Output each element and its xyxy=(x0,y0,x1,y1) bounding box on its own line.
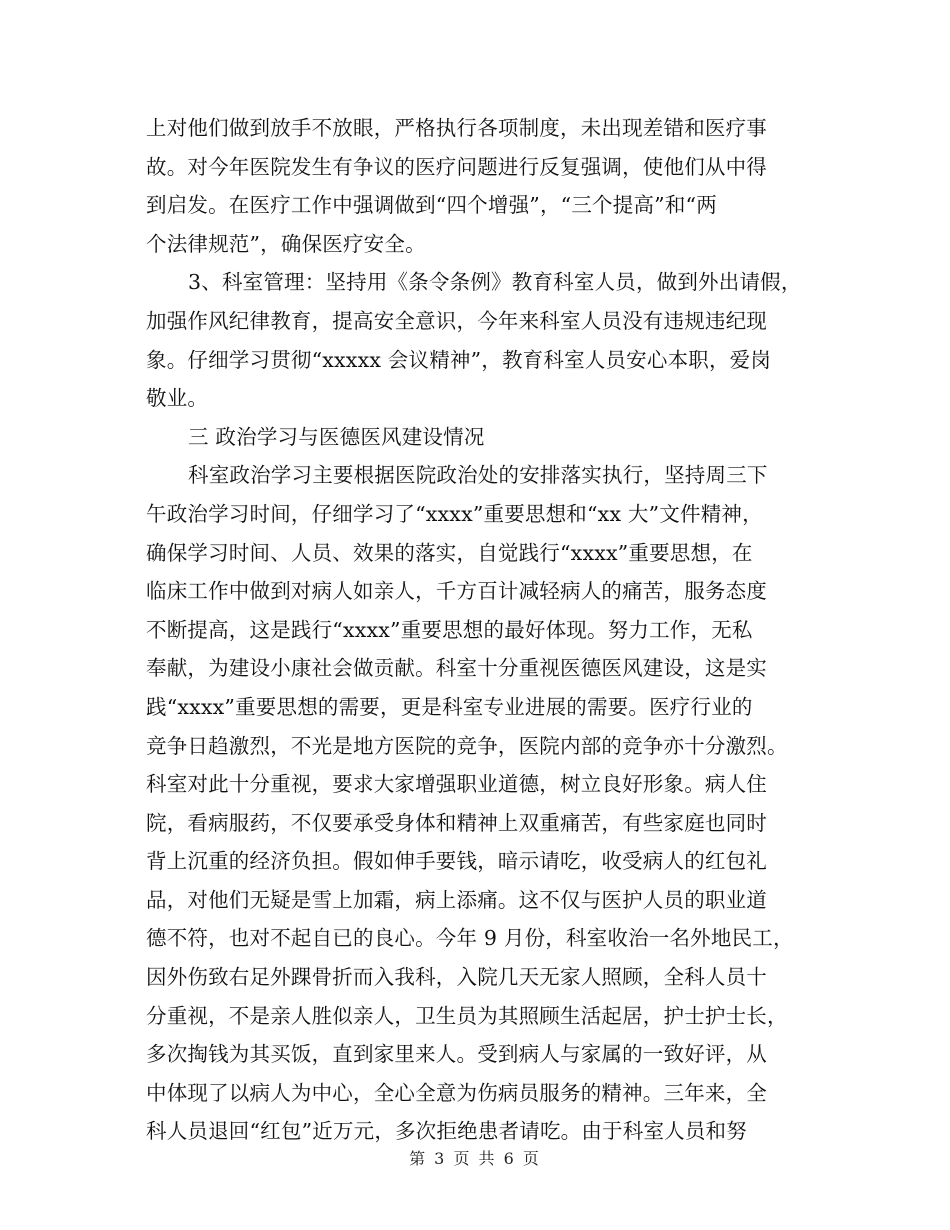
body-line: 院，看病服药，不仅要承受身体和精神上双重痛苦，有些家庭也同时 xyxy=(146,810,767,835)
body-line: 临床工作中做到对病人如亲人，千方百计减轻病人的痛苦，服务态度 xyxy=(146,579,767,604)
body-line: 因外伤致右足外踝骨折而入我科，入院几天无家人照顾，全科人员十 xyxy=(146,965,767,990)
body-line: 到启发。在医疗工作中强调做到“四个增强”，“三个提高”和“两 xyxy=(146,193,717,218)
document-body xyxy=(146,109,826,1151)
page-number-footer: 第 3 页 共 6 页 xyxy=(409,1149,541,1168)
body-line: 加强作风纪律教育，提高安全意识，今年来科室人员没有违规违纪现 xyxy=(146,308,767,333)
body-line: 竞争日趋激烈，不光是地方医院的竞争，医院内部的竞争亦十分激烈。 xyxy=(146,733,788,758)
body-line: 科人员退回“红包”近万元，多次拒绝患者请吃。由于科室人员和努 xyxy=(146,1119,747,1144)
body-line: 践“xxxx”重要思想的需要，更是科室专业进展的需要。医疗行业的 xyxy=(146,694,753,719)
body-line: 科室对此十分重视，要求大家增强职业道德，树立良好形象。病人住 xyxy=(146,772,767,797)
body-line: 3、科室管理：坚持用《条令条例》教育科室人员，做到外出请假， xyxy=(188,270,802,295)
body-line: 分重视，不是亲人胜似亲人，卫生员为其照顾生活起居，护士护士长， xyxy=(146,1003,788,1028)
section-heading: 三 政治学习与医德医风建设情况 xyxy=(188,424,485,449)
body-line: 多次掏钱为其买饭，直到家里来人。受到病人与家属的一致好评，从 xyxy=(146,1042,767,1067)
body-line: 科室政治学习主要根据医院政治处的安排落实执行，坚持周三下 xyxy=(188,463,768,488)
body-line: 个法律规范”，确保医疗安全。 xyxy=(146,231,426,256)
body-line: 品，对他们无疑是雪上加霜，病上添痛。这不仅与医护人员的职业道 xyxy=(146,887,767,912)
body-line: 背上沉重的经济负担。假如伸手要钱，暗示请吃，收受病人的红包礼 xyxy=(146,849,767,874)
body-line: 德不符，也对不起自已的良心。今年 9 月份，科室收治一名外地民工， xyxy=(146,926,794,951)
body-line: 不断提高，这是践行“xxxx”重要思想的最好体现。努力工作，无私 xyxy=(146,617,753,642)
body-line: 奉献，为建设小康社会做贡献。科室十分重视医德医风建设，这是实 xyxy=(146,656,767,681)
body-line: 象。仔细学习贯彻“xxxxx 会议精神”，教育科室人员安心本职，爱岗 xyxy=(146,347,772,372)
body-line: 故。对今年医院发生有争议的医疗问题进行反复强调，使他们从中得 xyxy=(146,154,767,179)
body-line: 确保学习时间、人员、效果的落实，自觉践行“xxxx”重要思想，在 xyxy=(146,540,753,565)
body-line: 中体现了以病人为中心，全心全意为伤病员服务的精神。三年来，全 xyxy=(146,1080,767,1105)
body-line: 午政治学习时间，仔细学习了“xxxx”重要思想和“xx 大”文件精神， xyxy=(146,501,763,526)
body-line: 上对他们做到放手不放眼，严格执行各项制度，未出现差错和医疗事 xyxy=(146,116,767,140)
body-line: 敬业。 xyxy=(146,386,209,411)
